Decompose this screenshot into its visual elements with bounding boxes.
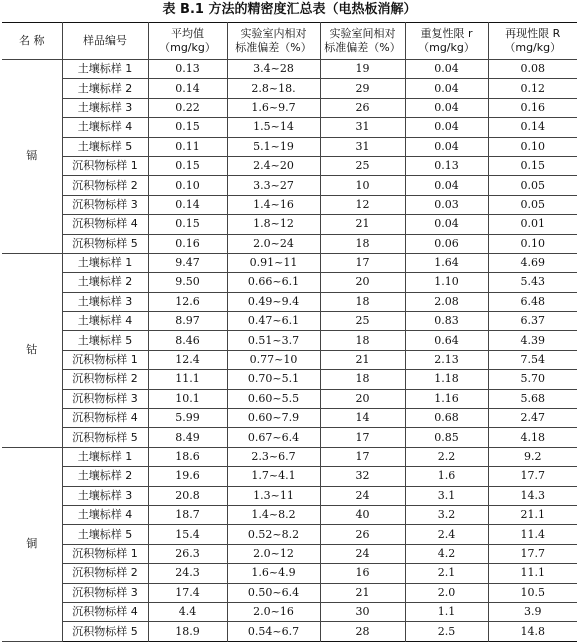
sample-id-cell: 土壤标样 1	[62, 253, 148, 272]
mean-cell: 19.6	[148, 467, 227, 486]
mean-cell: 0.15	[148, 215, 227, 234]
mean-cell: 8.46	[148, 331, 227, 350]
mean-cell: 0.22	[148, 98, 227, 117]
reproducibility-cell: 0.08	[488, 60, 577, 79]
sample-id-cell: 沉积物标样 1	[62, 156, 148, 175]
intra-rsd-cell: 0.52~8.2	[227, 525, 320, 544]
sample-id-cell: 沉积物标样 5	[62, 234, 148, 253]
inter-rsd-cell: 32	[320, 467, 405, 486]
reproducibility-cell: 17.7	[488, 467, 577, 486]
table-row	[2, 525, 577, 544]
repeatability-cell: 0.04	[405, 137, 488, 156]
mean-cell: 0.11	[148, 137, 227, 156]
inter-rsd-cell: 18	[320, 331, 405, 350]
intra-rsd-cell: 1.6~4.9	[227, 564, 320, 583]
element-name-cell: 铜	[2, 447, 62, 641]
repeatability-cell: 0.85	[405, 428, 488, 447]
table-row	[2, 505, 577, 524]
mean-cell: 18.9	[148, 622, 227, 641]
sample-id-cell: 土壤标样 1	[62, 60, 148, 79]
intra-rsd-cell: 5.1~19	[227, 137, 320, 156]
table-row	[2, 234, 577, 253]
inter-rsd-cell: 20	[320, 389, 405, 408]
inter-rsd-cell: 24	[320, 486, 405, 505]
table-row	[2, 428, 577, 447]
intra-rsd-cell: 0.91~11	[227, 253, 320, 272]
repeatability-cell: 0.04	[405, 98, 488, 117]
reproducibility-cell: 6.48	[488, 292, 577, 311]
sample-id-cell: 土壤标样 2	[62, 273, 148, 292]
sample-id-cell: 土壤标样 2	[62, 79, 148, 98]
repeatability-cell: 3.2	[405, 505, 488, 524]
intra-rsd-cell: 0.60~7.9	[227, 409, 320, 428]
sample-id-cell: 土壤标样 5	[62, 525, 148, 544]
inter-rsd-cell: 20	[320, 273, 405, 292]
table-row	[2, 409, 577, 428]
repeatability-cell: 0.06	[405, 234, 488, 253]
mean-cell: 12.6	[148, 292, 227, 311]
header-sample-id: 样品编号	[62, 23, 148, 60]
inter-rsd-cell: 24	[320, 544, 405, 563]
intra-rsd-cell: 1.4~8.2	[227, 505, 320, 524]
reproducibility-cell: 0.12	[488, 79, 577, 98]
table-row	[2, 215, 577, 234]
table-row	[2, 79, 577, 98]
reproducibility-cell: 14.8	[488, 622, 577, 641]
table-row	[2, 622, 577, 641]
reproducibility-cell: 0.14	[488, 118, 577, 137]
header-row	[2, 23, 577, 60]
mean-cell: 26.3	[148, 544, 227, 563]
repeatability-cell: 0.83	[405, 312, 488, 331]
sample-id-cell: 沉积物标样 4	[62, 409, 148, 428]
intra-rsd-cell: 0.60~5.5	[227, 389, 320, 408]
table-row	[2, 486, 577, 505]
sample-id-cell: 沉积物标样 5	[62, 622, 148, 641]
mean-cell: 5.99	[148, 409, 227, 428]
reproducibility-cell: 17.7	[488, 544, 577, 563]
reproducibility-cell: 6.37	[488, 312, 577, 331]
inter-rsd-cell: 18	[320, 234, 405, 253]
repeatability-cell: 0.13	[405, 156, 488, 175]
header-name: 名 称	[2, 23, 62, 60]
table-row	[2, 331, 577, 350]
inter-rsd-cell: 17	[320, 253, 405, 272]
inter-rsd-cell: 10	[320, 176, 405, 195]
table-row	[2, 544, 577, 563]
inter-rsd-cell: 21	[320, 215, 405, 234]
sample-id-cell: 土壤标样 5	[62, 331, 148, 350]
table-row	[2, 118, 577, 137]
sample-id-cell: 沉积物标样 4	[62, 602, 148, 621]
mean-cell: 0.16	[148, 234, 227, 253]
header-reproducibility: 再现性限 R （mg/kg）	[488, 23, 577, 60]
mean-cell: 4.4	[148, 602, 227, 621]
mean-cell: 8.49	[148, 428, 227, 447]
table-row	[2, 564, 577, 583]
inter-rsd-cell: 28	[320, 622, 405, 641]
repeatability-cell: 1.18	[405, 370, 488, 389]
sample-id-cell: 沉积物标样 1	[62, 350, 148, 369]
reproducibility-cell: 11.4	[488, 525, 577, 544]
table-row	[2, 370, 577, 389]
inter-rsd-cell: 17	[320, 428, 405, 447]
reproducibility-cell: 4.69	[488, 253, 577, 272]
table-body	[2, 60, 577, 642]
table-row	[2, 156, 577, 175]
intra-rsd-cell: 2.8~18.	[227, 79, 320, 98]
intra-rsd-cell: 0.77~10	[227, 350, 320, 369]
inter-rsd-cell: 21	[320, 350, 405, 369]
inter-rsd-cell: 19	[320, 60, 405, 79]
header-inter-rsd: 实验室间相对 标准偏差（%）	[320, 23, 405, 60]
inter-rsd-cell: 29	[320, 79, 405, 98]
repeatability-cell: 1.10	[405, 273, 488, 292]
intra-rsd-cell: 1.6~9.7	[227, 98, 320, 117]
inter-rsd-cell: 16	[320, 564, 405, 583]
sample-id-cell: 土壤标样 3	[62, 486, 148, 505]
repeatability-cell: 2.2	[405, 447, 488, 466]
mean-cell: 18.7	[148, 505, 227, 524]
mean-cell: 0.15	[148, 118, 227, 137]
table-row	[2, 195, 577, 214]
reproducibility-cell: 10.5	[488, 583, 577, 602]
mean-cell: 20.8	[148, 486, 227, 505]
intra-rsd-cell: 2.4~20	[227, 156, 320, 175]
reproducibility-cell: 9.2	[488, 447, 577, 466]
intra-rsd-cell: 0.50~6.4	[227, 583, 320, 602]
reproducibility-cell: 0.05	[488, 176, 577, 195]
table-row	[2, 389, 577, 408]
repeatability-cell: 0.04	[405, 60, 488, 79]
intra-rsd-cell: 0.51~3.7	[227, 331, 320, 350]
repeatability-cell: 0.64	[405, 331, 488, 350]
table-row	[2, 253, 577, 272]
sample-id-cell: 沉积物标样 2	[62, 564, 148, 583]
mean-cell: 9.47	[148, 253, 227, 272]
inter-rsd-cell: 31	[320, 118, 405, 137]
table-row	[2, 447, 577, 466]
intra-rsd-cell: 3.3~27	[227, 176, 320, 195]
reproducibility-cell: 5.43	[488, 273, 577, 292]
mean-cell: 0.13	[148, 60, 227, 79]
mean-cell: 10.1	[148, 389, 227, 408]
repeatability-cell: 1.16	[405, 389, 488, 408]
header-intra-rsd: 实验室内相对 标准偏差（%）	[227, 23, 320, 60]
inter-rsd-cell: 25	[320, 312, 405, 331]
repeatability-cell: 2.08	[405, 292, 488, 311]
mean-cell: 17.4	[148, 583, 227, 602]
intra-rsd-cell: 0.70~5.1	[227, 370, 320, 389]
table-row	[2, 350, 577, 369]
reproducibility-cell: 0.16	[488, 98, 577, 117]
mean-cell: 15.4	[148, 525, 227, 544]
sample-id-cell: 沉积物标样 1	[62, 544, 148, 563]
repeatability-cell: 2.5	[405, 622, 488, 641]
reproducibility-cell: 7.54	[488, 350, 577, 369]
mean-cell: 12.4	[148, 350, 227, 369]
mean-cell: 24.3	[148, 564, 227, 583]
repeatability-cell: 0.04	[405, 215, 488, 234]
inter-rsd-cell: 26	[320, 525, 405, 544]
sample-id-cell: 沉积物标样 4	[62, 215, 148, 234]
inter-rsd-cell: 18	[320, 370, 405, 389]
reproducibility-cell: 4.18	[488, 428, 577, 447]
mean-cell: 0.15	[148, 156, 227, 175]
repeatability-cell: 0.68	[405, 409, 488, 428]
reproducibility-cell: 0.01	[488, 215, 577, 234]
table-row	[2, 602, 577, 621]
repeatability-cell: 2.1	[405, 564, 488, 583]
sample-id-cell: 土壤标样 4	[62, 118, 148, 137]
repeatability-cell: 0.04	[405, 118, 488, 137]
reproducibility-cell: 0.15	[488, 156, 577, 175]
table-row	[2, 467, 577, 486]
reproducibility-cell: 0.10	[488, 234, 577, 253]
mean-cell: 8.97	[148, 312, 227, 331]
inter-rsd-cell: 30	[320, 602, 405, 621]
intra-rsd-cell: 3.4~28	[227, 60, 320, 79]
inter-rsd-cell: 14	[320, 409, 405, 428]
repeatability-cell: 0.04	[405, 79, 488, 98]
inter-rsd-cell: 40	[320, 505, 405, 524]
inter-rsd-cell: 26	[320, 98, 405, 117]
intra-rsd-cell: 0.47~6.1	[227, 312, 320, 331]
intra-rsd-cell: 1.4~16	[227, 195, 320, 214]
repeatability-cell: 2.0	[405, 583, 488, 602]
table-title: 表 B.1 方法的精密度汇总表（电热板消解）	[162, 2, 417, 17]
repeatability-cell: 1.6	[405, 467, 488, 486]
precision-summary-table	[2, 22, 577, 642]
table-row	[2, 583, 577, 602]
sample-id-cell: 土壤标样 3	[62, 292, 148, 311]
reproducibility-cell: 0.05	[488, 195, 577, 214]
intra-rsd-cell: 1.8~12	[227, 215, 320, 234]
header-repeatability: 重复性限 r （mg/kg）	[405, 23, 488, 60]
intra-rsd-cell: 2.3~6.7	[227, 447, 320, 466]
inter-rsd-cell: 18	[320, 292, 405, 311]
reproducibility-cell: 21.1	[488, 505, 577, 524]
intra-rsd-cell: 0.49~9.4	[227, 292, 320, 311]
sample-id-cell: 沉积物标样 3	[62, 195, 148, 214]
mean-cell: 9.50	[148, 273, 227, 292]
repeatability-cell: 0.04	[405, 176, 488, 195]
reproducibility-cell: 4.39	[488, 331, 577, 350]
sample-id-cell: 沉积物标样 2	[62, 370, 148, 389]
inter-rsd-cell: 31	[320, 137, 405, 156]
mean-cell: 0.10	[148, 176, 227, 195]
table-row	[2, 292, 577, 311]
intra-rsd-cell: 0.66~6.1	[227, 273, 320, 292]
intra-rsd-cell: 0.54~6.7	[227, 622, 320, 641]
reproducibility-cell: 11.1	[488, 564, 577, 583]
element-name-cell: 钴	[2, 253, 62, 447]
intra-rsd-cell: 2.0~12	[227, 544, 320, 563]
table-row	[2, 60, 577, 79]
table-row	[2, 273, 577, 292]
intra-rsd-cell: 2.0~24	[227, 234, 320, 253]
table-row	[2, 137, 577, 156]
intra-rsd-cell: 2.0~16	[227, 602, 320, 621]
reproducibility-cell: 14.3	[488, 486, 577, 505]
reproducibility-cell: 0.10	[488, 137, 577, 156]
mean-cell: 11.1	[148, 370, 227, 389]
repeatability-cell: 4.2	[405, 544, 488, 563]
table-row	[2, 98, 577, 117]
table-row	[2, 176, 577, 195]
table-row	[2, 312, 577, 331]
mean-cell: 0.14	[148, 195, 227, 214]
sample-id-cell: 土壤标样 1	[62, 447, 148, 466]
inter-rsd-cell: 17	[320, 447, 405, 466]
sample-id-cell: 沉积物标样 3	[62, 583, 148, 602]
reproducibility-cell: 5.68	[488, 389, 577, 408]
intra-rsd-cell: 0.67~6.4	[227, 428, 320, 447]
repeatability-cell: 0.03	[405, 195, 488, 214]
intra-rsd-cell: 1.5~14	[227, 118, 320, 137]
inter-rsd-cell: 25	[320, 156, 405, 175]
mean-cell: 0.14	[148, 79, 227, 98]
element-name-cell: 镉	[2, 60, 62, 254]
repeatability-cell: 2.13	[405, 350, 488, 369]
sample-id-cell: 土壤标样 4	[62, 312, 148, 331]
inter-rsd-cell: 12	[320, 195, 405, 214]
inter-rsd-cell: 21	[320, 583, 405, 602]
reproducibility-cell: 5.70	[488, 370, 577, 389]
mean-cell: 18.6	[148, 447, 227, 466]
repeatability-cell: 3.1	[405, 486, 488, 505]
reproducibility-cell: 3.9	[488, 602, 577, 621]
sample-id-cell: 土壤标样 2	[62, 467, 148, 486]
repeatability-cell: 1.64	[405, 253, 488, 272]
sample-id-cell: 沉积物标样 2	[62, 176, 148, 195]
intra-rsd-cell: 1.3~11	[227, 486, 320, 505]
header-mean: 平均值 （mg/kg）	[148, 23, 227, 60]
sample-id-cell: 沉积物标样 3	[62, 389, 148, 408]
sample-id-cell: 土壤标样 5	[62, 137, 148, 156]
intra-rsd-cell: 1.7~4.1	[227, 467, 320, 486]
sample-id-cell: 土壤标样 4	[62, 505, 148, 524]
reproducibility-cell: 2.47	[488, 409, 577, 428]
sample-id-cell: 土壤标样 3	[62, 98, 148, 117]
repeatability-cell: 2.4	[405, 525, 488, 544]
sample-id-cell: 沉积物标样 5	[62, 428, 148, 447]
repeatability-cell: 1.1	[405, 602, 488, 621]
